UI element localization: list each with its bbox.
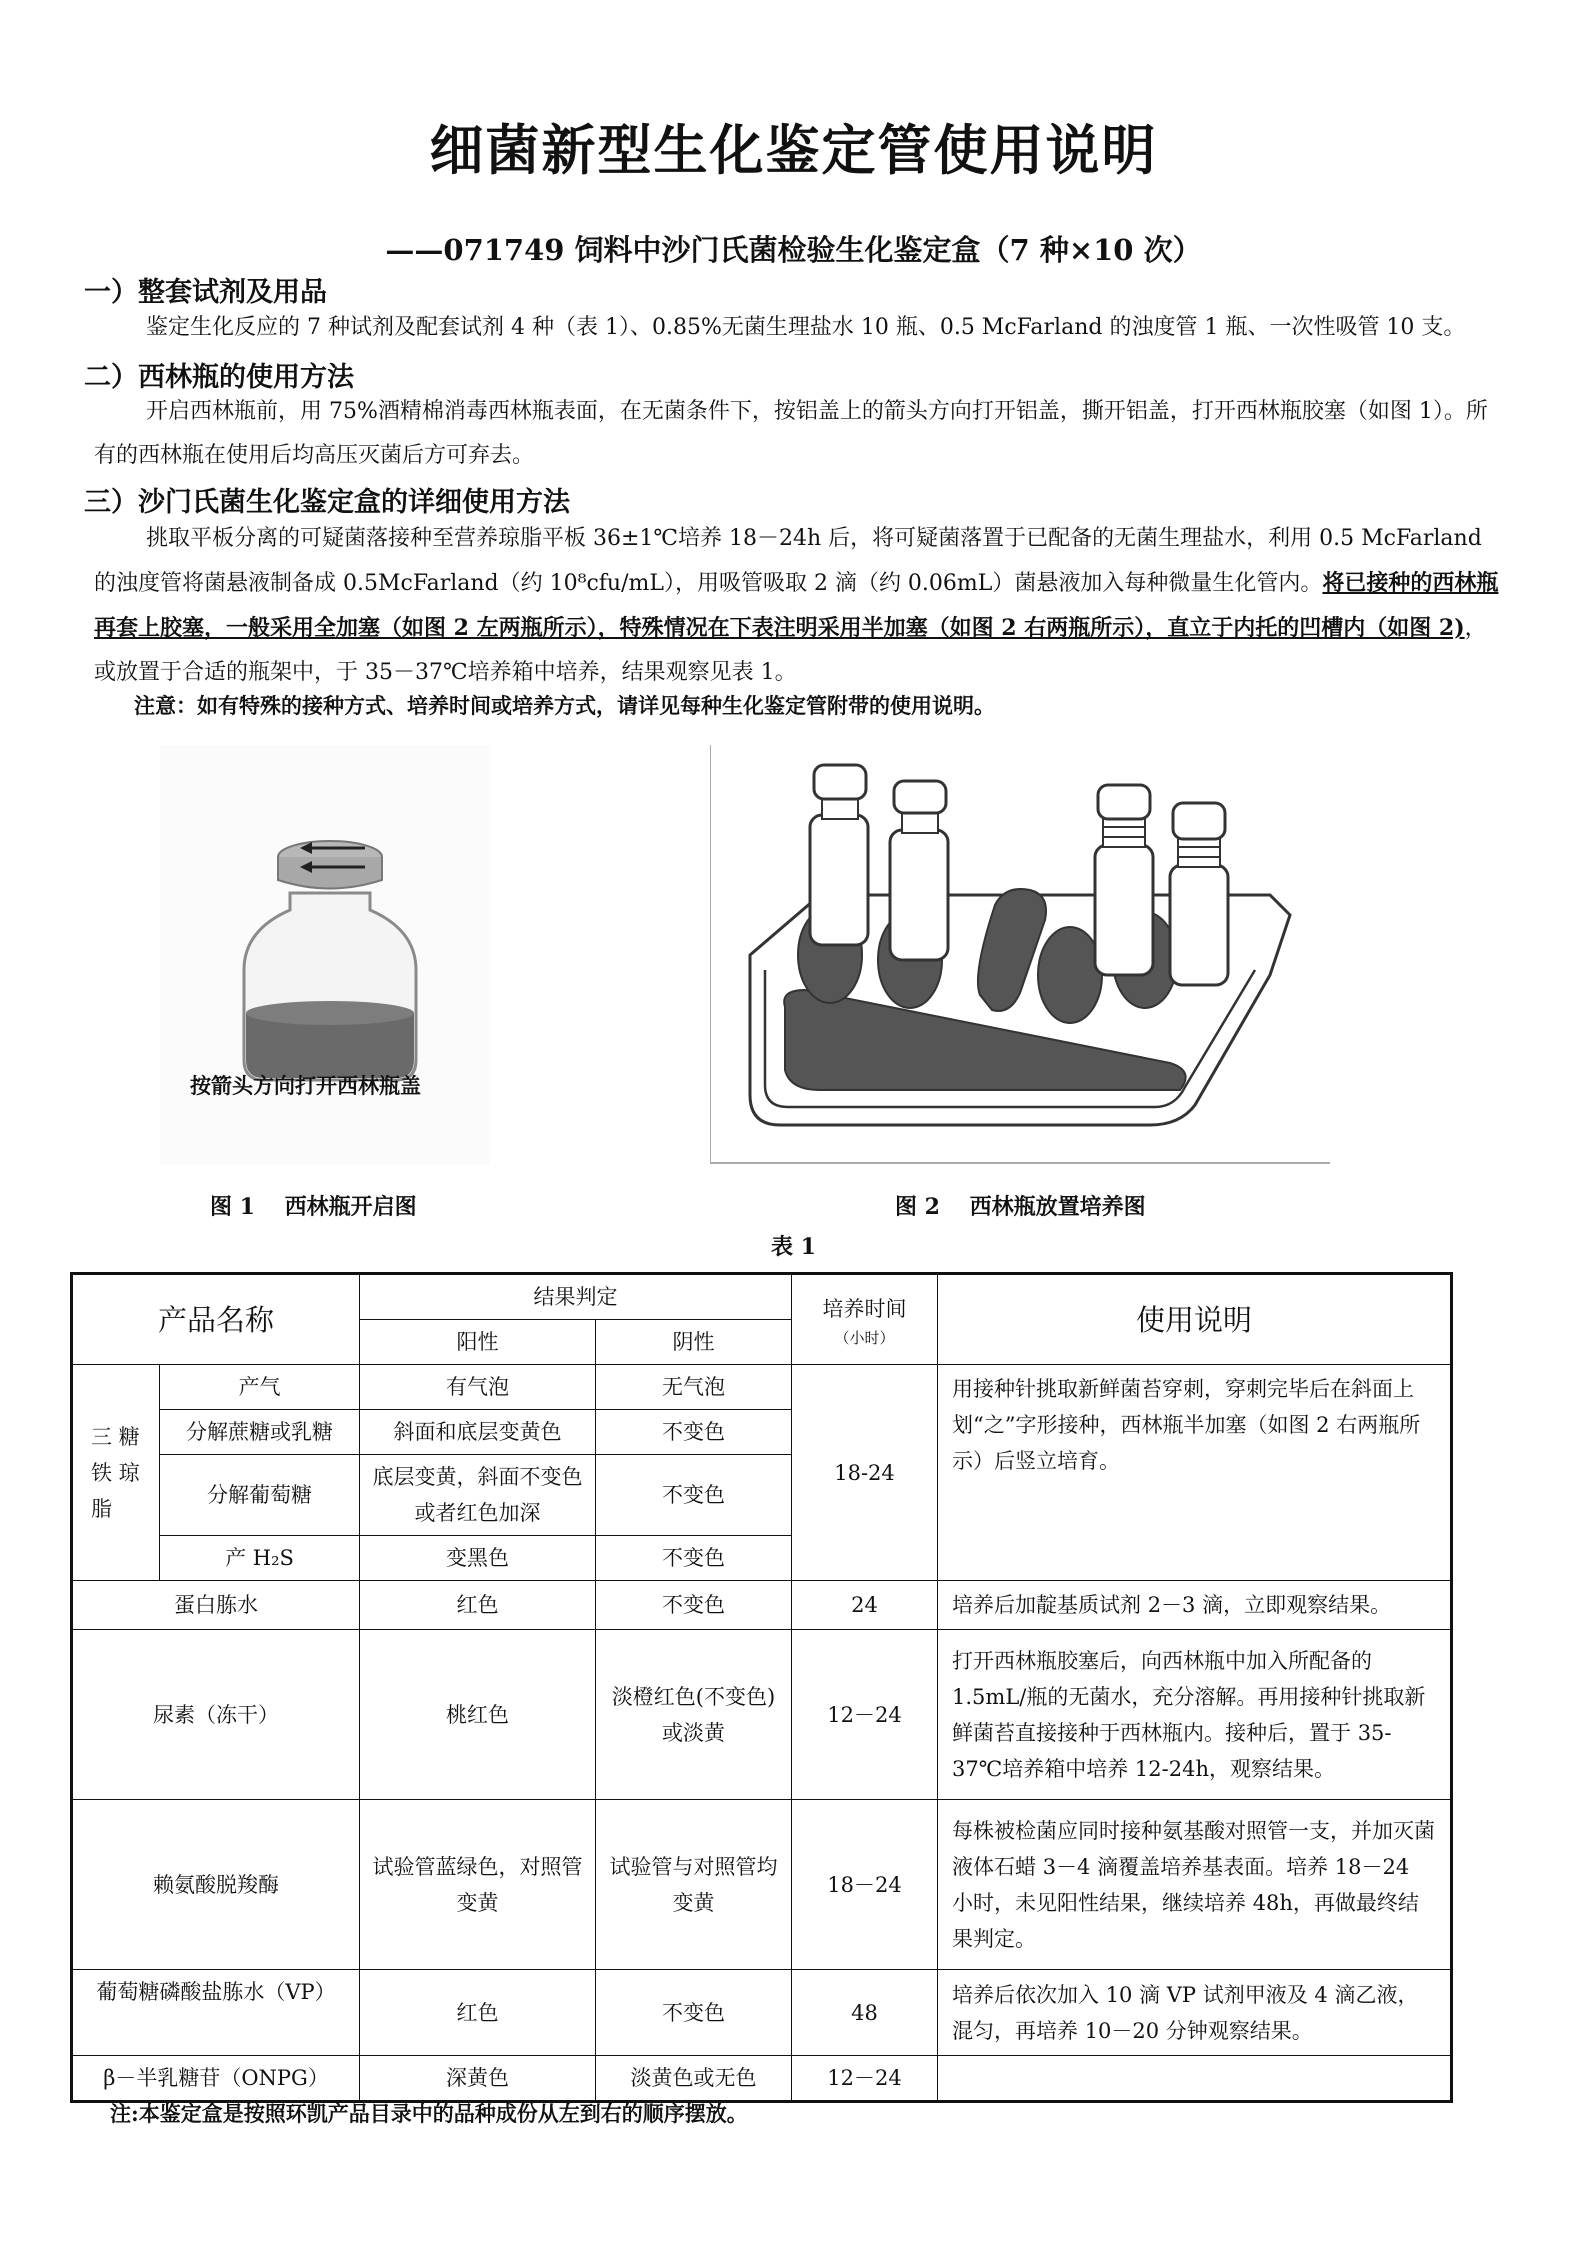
tsi-name: 产气 [160, 1365, 360, 1410]
row-negative: 试验管与对照管均变黄 [596, 1800, 792, 1970]
figure-2-caption: 图 2 西林瓶放置培养图 [895, 1194, 1146, 1220]
row-usage [938, 2056, 1452, 2102]
table-row [72, 1365, 1452, 1410]
table-row [72, 1800, 1452, 1970]
row-time: 12－24 [792, 1630, 938, 1800]
table-footnote: 注:本鉴定盒是按照环凯产品目录中的品种成份从左到右的顺序摆放。 [110, 2101, 748, 2126]
row-usage: 打开西林瓶胶塞后，向西林瓶中加入所配备的 1.5mL/瓶的无菌水，充分溶解。再用接种针挑取新鲜菌苔直接接种于西林瓶内。接种后，置于 35-37℃培养箱中培养 12-24h，观察结果。 [938, 1630, 1452, 1800]
tsi-time: 18-24 [792, 1365, 938, 1581]
row-positive: 深黄色 [360, 2056, 596, 2102]
table-header-row-1 [72, 1274, 1452, 1320]
row-name: 葡萄糖磷酸盐胨水（VP） [72, 1970, 360, 2056]
header-positive: 阳性 [360, 1320, 596, 1365]
row-name: 尿素（冻干） [72, 1630, 360, 1800]
section-3-body [94, 517, 1504, 695]
header-product-name: 产品名称 [72, 1274, 360, 1365]
header-culture-unit: （小时） [834, 1328, 895, 1347]
section-1-text: 鉴定生化反应的 7 种试剂及配套试剂 4 种（表 1）、0.85%无菌生理盐水 10 瓶、0.5 McFarland 的浊度管 1 瓶、一次性吸管 10 支。 [146, 315, 1466, 340]
tsi-negative: 不变色 [596, 1455, 792, 1536]
tsi-positive: 变黑色 [360, 1536, 596, 1581]
tsi-negative: 不变色 [596, 1410, 792, 1455]
tsi-positive: 斜面和底层变黄色 [360, 1410, 596, 1455]
section-3-text-underlined: 将已接种的西林瓶再套上胶塞，一般采用全加塞（如图 2 左两瓶所示），特殊情况在下表注明采用半加塞（如图 2 右两瓶所示），直立于内托的凹槽内（如图 2) [94, 570, 1499, 641]
section-2-text: 开启西林瓶前，用 75%酒精棉消毒西林瓶表面，在无菌条件下，按铝盖上的箭头方向打开铝盖，撕开铝盖，打开西林瓶胶塞（如图 1）。所有的西林瓶在使用后均高压灭菌后方可弃去。 [94, 399, 1488, 468]
section-1-body [94, 306, 1504, 350]
table-row [72, 1581, 1452, 1630]
tsi-name: 产 H₂S [160, 1536, 360, 1581]
row-negative: 淡黄色或无色 [596, 2056, 792, 2102]
section-3-note: 注意：如有特殊的接种方式、培养时间或培养方式，请详见每种生化鉴定管附带的使用说明。 [134, 693, 995, 718]
tsi-negative: 不变色 [596, 1536, 792, 1581]
vial-3 [1095, 785, 1153, 975]
section-1-heading: 一）整套试剂及用品 [84, 277, 327, 308]
page-title: 细菌新型生化鉴定管使用说明 [429, 119, 1158, 182]
row-time: 24 [792, 1581, 938, 1630]
table-row [72, 1970, 1452, 2056]
section-3-text-a: 挑取平板分离的可疑菌落接种至营养琼脂平板 36±1℃培养 18－24h 后，将可疑菌落置于已配备的无菌生理盐水，利用 0.5 McFarland 的浊度管将菌悬液制备成 0.5McFarland（约 10⁸cfu/mL），用吸管吸取 2 滴（约 0.06mL）菌悬液加入每种微量生化管内。 [94, 526, 1482, 596]
table-caption: 表 1 [771, 1234, 816, 1260]
vial-2 [890, 781, 948, 960]
header-result: 结果判定 [360, 1274, 792, 1320]
header-usage: 使用说明 [938, 1274, 1452, 1365]
header-culture-time [792, 1274, 938, 1365]
vial-tray-figure [710, 745, 1330, 1165]
row-positive: 红色 [360, 1970, 596, 2056]
tsi-positive: 底层变黄，斜面不变色或者红色加深 [360, 1455, 596, 1536]
section-2-body [94, 390, 1504, 478]
row-negative: 不变色 [596, 1581, 792, 1630]
results-table [70, 1272, 1453, 2103]
row-positive: 红色 [360, 1581, 596, 1630]
vial-opening-figure [160, 745, 490, 1165]
row-usage: 每株被检菌应同时接种氨基酸对照管一支，并加灭菌液体石蜡 3－4 滴覆盖培养基表面。培养 18－24 小时，未见阳性结果，继续培养 48h，再做最终结果判定。 [938, 1800, 1452, 1970]
table-row [72, 1630, 1452, 1800]
table-row [72, 2056, 1452, 2102]
tsi-positive: 有气泡 [360, 1365, 596, 1410]
tsi-name: 分解葡萄糖 [160, 1455, 360, 1536]
row-time: 48 [792, 1970, 938, 2056]
header-negative: 阴性 [596, 1320, 792, 1365]
tsi-group-label: 三 糖 铁 琼 脂 [72, 1365, 160, 1581]
row-time: 12－24 [792, 2056, 938, 2102]
figure-1-caption: 图 1 西林瓶开启图 [210, 1194, 417, 1220]
vial-figure-label: 按箭头方向打开西林瓶盖 [190, 1074, 421, 1098]
header-culture-time-label: 培养时间 [822, 1296, 907, 1321]
section-3-heading: 三）沙门氏菌生化鉴定盒的详细使用方法 [84, 487, 570, 518]
row-name: 蛋白胨水 [72, 1581, 360, 1630]
row-positive: 试验管蓝绿色，对照管变黄 [360, 1800, 596, 1970]
row-name: β－半乳糖苷（ONPG） [72, 2056, 360, 2102]
section-2-heading: 二）西林瓶的使用方法 [84, 362, 354, 393]
row-negative: 不变色 [596, 1970, 792, 2056]
row-usage: 培养后依次加入 10 滴 VP 试剂甲液及 4 滴乙液，混匀，再培养 10－20 分钟观察结果。 [938, 1970, 1452, 2056]
row-negative: 淡橙红色(不变色)或淡黄 [596, 1630, 792, 1800]
tsi-usage: 用接种针挑取新鲜菌苔穿刺，穿刺完毕后在斜面上划“之”字形接种，西林瓶半加塞（如图 2 右两瓶所示）后竖立培育。 [938, 1365, 1452, 1581]
row-positive: 桃红色 [360, 1630, 596, 1800]
row-time: 18－24 [792, 1800, 938, 1970]
row-usage: 培养后加靛基质试剂 2－3 滴，立即观察结果。 [938, 1581, 1452, 1630]
section-3-text-b: ，或放置于合适的瓶架中，于 35－37℃培养箱中培养，结果观察见表 1。 [94, 616, 1487, 685]
tsi-name: 分解蔗糖或乳糖 [160, 1410, 360, 1455]
page-subtitle: ——071749 饲料中沙门氏菌检验生化鉴定盒（7 种×10 次） [385, 233, 1202, 267]
row-name: 赖氨酸脱羧酶 [72, 1800, 360, 1970]
vial-1 [810, 765, 868, 945]
vial-4 [1170, 803, 1228, 985]
tsi-negative: 无气泡 [596, 1365, 792, 1410]
